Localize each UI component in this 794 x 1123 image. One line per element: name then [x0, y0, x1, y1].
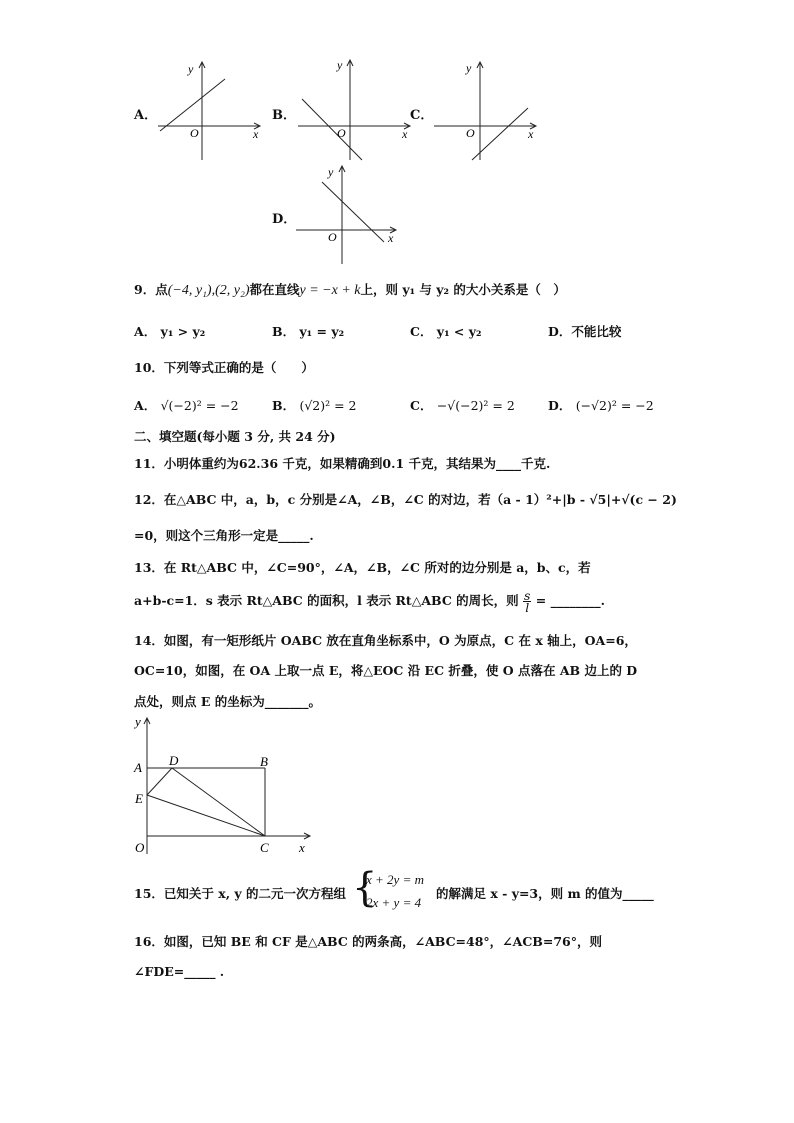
q9-text-pre: 点 — [155, 282, 168, 297]
graph-a-x-label: x — [253, 127, 259, 141]
question-10 — [134, 358, 314, 376]
section-heading: 二、填空题(每小题 3 分, 共 24 分) — [134, 429, 336, 444]
question-11: 11．小明体重约为62.36 千克，如果精确到0.1 千克，其结果为____千克. — [134, 456, 551, 471]
question-12-line1: 12．在△ABC 中，a，b，c 分别是∠A，∠B，∠C 的对边，若（a - 1）²+|b - √5|+√(c − 2) — [134, 492, 677, 507]
q13-frac-numerator: s — [523, 588, 531, 603]
q10-expr-c: −√(−2)² = 2 — [436, 398, 515, 413]
fig14-y-label: y — [135, 714, 141, 729]
q9-points: (−4, y₁),(2, y₂) — [167, 283, 250, 298]
q9-option-a: A． y₁ > y₂ — [134, 324, 206, 339]
option-a-label: A． — [134, 108, 158, 123]
q9-option-d: D．不能比较 — [548, 324, 622, 339]
q15-brace: { — [352, 865, 378, 911]
option-c-label: C． — [410, 108, 434, 123]
graph-c-origin: O — [466, 126, 475, 140]
q10-option-d — [548, 396, 654, 414]
q10-expr-d: (−√2)² = −2 — [575, 398, 654, 413]
question-16-line1: 16．如图，已知 BE 和 CF 是△ABC 的两条高，∠ABC=48°，∠ACB=76°，则 — [134, 934, 602, 949]
question-13-line2 — [134, 590, 605, 613]
q9-line-eq: y = −x + k — [299, 283, 361, 298]
fig14-point-c: C — [260, 840, 269, 855]
q13-fraction — [523, 590, 531, 613]
q10-expr-b: (√2)² = 2 — [299, 398, 357, 413]
q13-line2-post: = ________. — [535, 593, 605, 608]
q10-option-a — [134, 396, 239, 414]
fig14-point-a: A — [134, 760, 142, 775]
question-9 — [134, 280, 566, 299]
q10-text: 下列等式正确的是（ ） — [163, 360, 314, 375]
graph-d-origin: O — [328, 230, 337, 244]
figure-14 — [128, 712, 318, 858]
q9-option-c: C． y₁ < y₂ — [410, 324, 482, 339]
q10-number: 10． — [134, 360, 164, 375]
graph-d-y-label: y — [328, 165, 334, 179]
q10-option-b-label: B． — [272, 398, 296, 413]
q15-eq1: x + 2y = m — [366, 872, 424, 887]
q10-option-c-label: C． — [410, 398, 433, 413]
q10-option-c — [410, 396, 515, 414]
q13-line2-pre: a+b-c=1．s 表示 Rt△ABC 的面积，l 表示 Rt△ABC 的周长，则 — [134, 593, 519, 608]
graph-d — [292, 162, 404, 268]
question-16-line2: ∠FDE=_____ . — [134, 964, 225, 979]
q9-number: 9． — [134, 282, 156, 297]
q9-text-mid: 都在直线 — [249, 282, 300, 297]
question-13-line1: 13．在 Rt△ABC 中，∠C=90°，∠A，∠B，∠C 所对的边分别是 a，b、c，若 — [134, 560, 591, 575]
question-14-line1: 14．如图，有一矩形纸片 OABC 放在直角坐标系中，O 为原点，C 在 x 轴上，OA=6， — [134, 633, 637, 648]
q13-frac-denominator: l — [525, 600, 530, 615]
q10-option-a-label: A． — [134, 398, 157, 413]
graph-c — [430, 58, 542, 164]
graph-c-x-label: x — [528, 127, 534, 141]
fig14-point-e: E — [135, 791, 143, 806]
graph-a-y-label: y — [188, 62, 194, 76]
q10-expr-a: √(−2)² = −2 — [160, 398, 239, 413]
question-15-pre: 15．已知关于 x, y 的二元一次方程组 — [134, 886, 347, 901]
fig14-point-b: B — [260, 754, 268, 769]
option-b-label: B． — [272, 108, 296, 123]
q15-eq2: 2x + y = 4 — [366, 895, 422, 910]
graph-a — [150, 58, 265, 164]
question-15-post: 的解满足 x - y=3，则 m 的值为_____ — [436, 886, 654, 901]
q10-option-d-label: D． — [548, 398, 572, 413]
fig14-point-o: O — [135, 840, 145, 855]
graph-b-origin: O — [337, 126, 346, 140]
graph-a-origin: O — [190, 126, 199, 140]
question-14-line3: 点处，则点 E 的坐标为_______。 — [134, 694, 321, 709]
fig14-x-label: x — [299, 840, 305, 855]
graph-b — [292, 56, 417, 164]
graph-c-y-label: y — [466, 61, 472, 75]
q10-option-b — [272, 396, 357, 414]
graph-d-x-label: x — [388, 231, 394, 245]
q9-text-post: 上，则 y₁ 与 y₂ 的大小关系是（ ） — [360, 282, 566, 297]
fig14-point-d: D — [169, 753, 179, 768]
graph-b-x-label: x — [402, 127, 408, 141]
question-14-line2: OC=10，如图，在 OA 上取一点 E，将△EOC 沿 EC 折叠，使 O 点落在 AB 边上的 D — [134, 663, 638, 678]
graph-b-y-label: y — [337, 58, 343, 72]
option-d-label: D． — [272, 212, 297, 227]
q9-option-b: B． y₁ = y₂ — [272, 324, 345, 339]
question-12-line2: =0，则这个三角形一定是_____. — [134, 528, 314, 543]
